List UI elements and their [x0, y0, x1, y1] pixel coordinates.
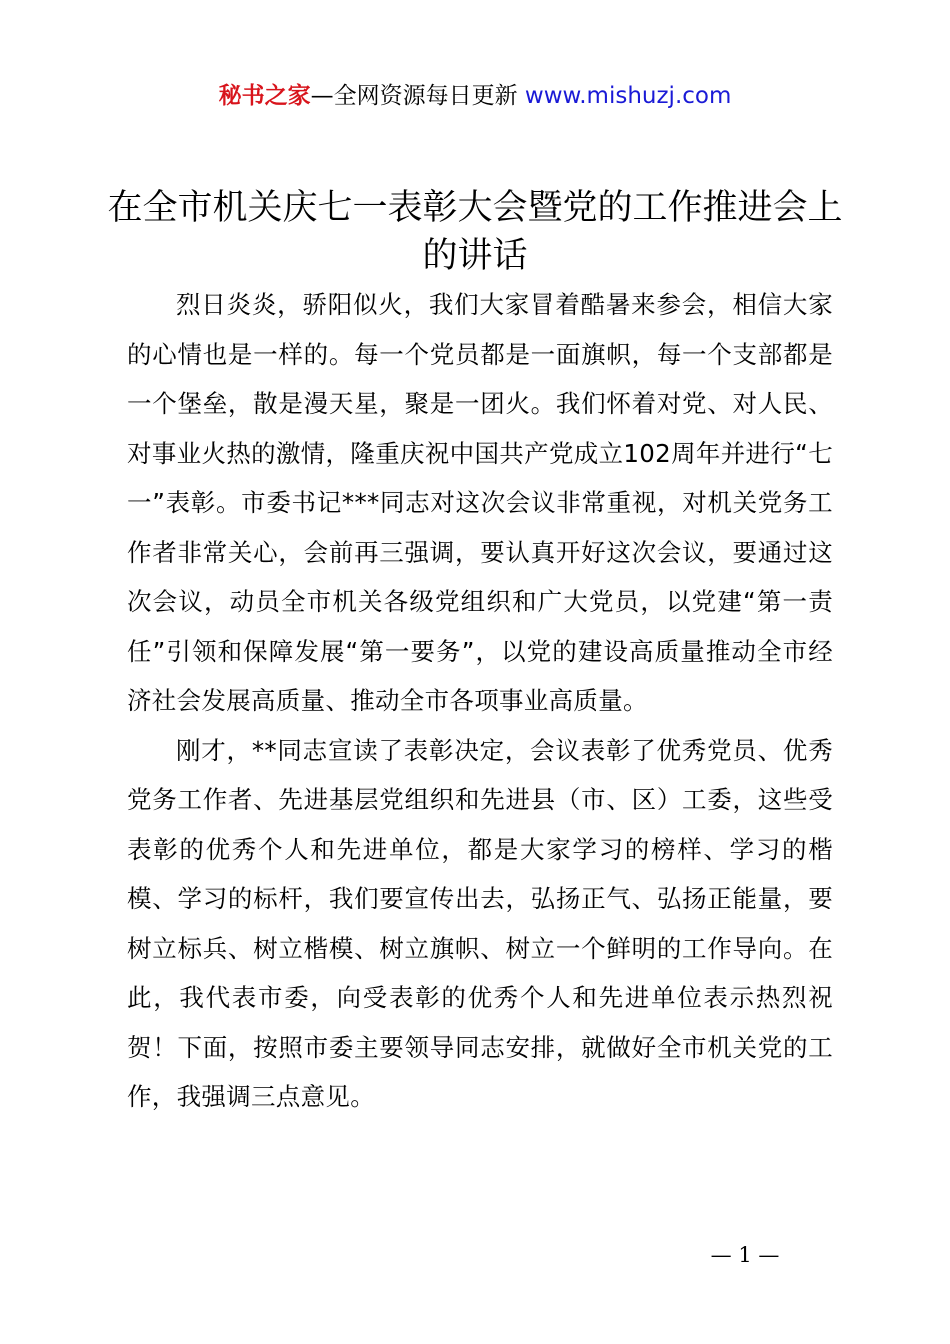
document-body — [127, 280, 833, 1122]
paragraph-1: 烈日炎炎，骄阳似火，我们大家冒着酷暑来参会，相信大家的心情也是一样的。每一个党员都是一面旗帜，每一个支部都是一个堡垒，散是漫天星，聚是一团火。我们怀着对党、对人民、对事业火热的激情，隆重庆祝中国共产党成立102周年并进行“七一”表彰。市委书记***同志对这次会议非常重视，对机关党务工作者非常关心，会前再三强调，要认真开好这次会议，要通过这次会议，动员全市机关各级党组织和广大党员，以党建“第一责任”引领和保障发展“第一要务”，以党的建设高质量推动全市经济社会发展高质量、推动全市各项事业高质量。 — [127, 290, 833, 715]
brand-name: 秘书之家 — [218, 83, 311, 109]
site-header — [0, 76, 950, 116]
paragraph-2: 刚才，**同志宣读了表彰决定，会议表彰了优秀党员、优秀党务工作者、先进基层党组织和先进县（市、区）工委，这些受表彰的优秀个人和先进单位，都是大家学习的榜样、学习的楷模、学习的标杆，我们要宣传出去，弘扬正气、弘扬正能量，要树立标兵、树立楷模、树立旗帜、树立一个鲜明的工作导向。在此，我代表市委，向受表彰的优秀个人和先进单位表示热烈祝贺！下面，按照市委主要领导同志安排，就做好全市机关党的工作，我强调三点意见。 — [127, 735, 833, 1111]
header-tagline: —全网资源每日更新 — [310, 83, 525, 109]
document-title: 在全市机关庆七一表彰大会暨党的工作推进会上的讲话 — [107, 188, 843, 276]
site-url-link[interactable]: www.mishuzj.com — [524, 83, 732, 109]
page-number: — 1 — — [710, 1243, 780, 1267]
